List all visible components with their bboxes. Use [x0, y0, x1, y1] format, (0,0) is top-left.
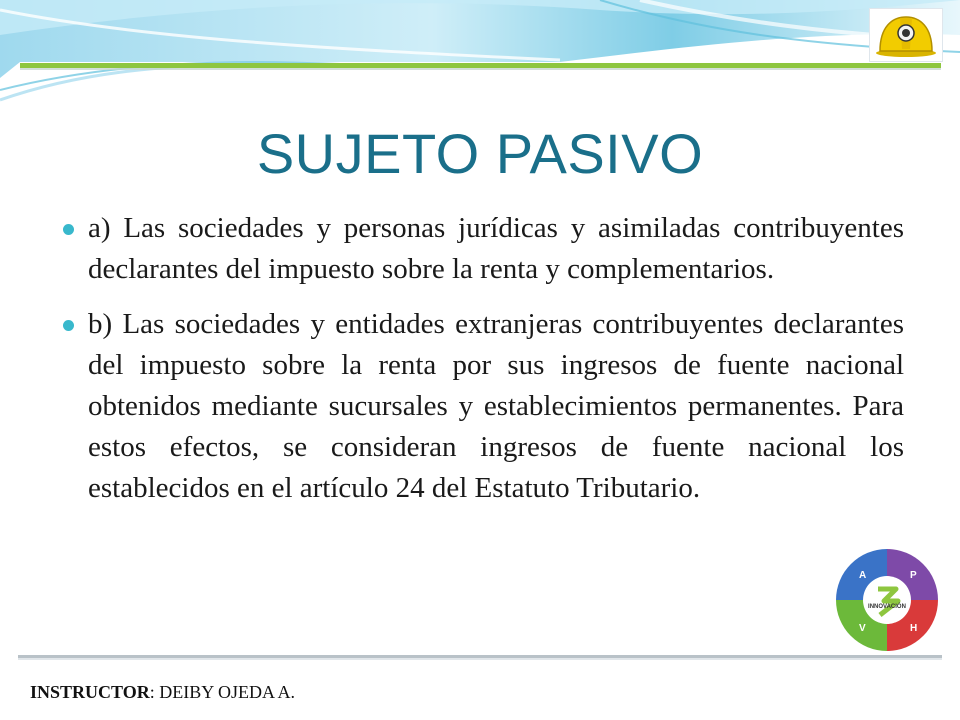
- phva-cycle-badge: [832, 545, 942, 655]
- bullet-icon: [63, 224, 74, 235]
- badge-letter: H: [910, 623, 918, 634]
- badge-letter: A: [859, 570, 867, 581]
- bullet-list: [60, 208, 904, 523]
- helmet-logo: [869, 8, 943, 62]
- bullet-icon: [63, 320, 74, 331]
- bullet-item: [60, 304, 904, 509]
- footer-instructor: [30, 682, 295, 703]
- header-wave-decoration: [0, 0, 960, 110]
- footer-name: DEIBY OJEDA A.: [154, 682, 296, 702]
- badge-letter: V: [859, 623, 866, 634]
- footer-divider: [18, 655, 942, 660]
- badge-letter: P: [910, 570, 917, 581]
- footer-label: INSTRUCTOR: [30, 682, 150, 702]
- slide-title: SUJETO PASIVO: [256, 122, 704, 185]
- bullet-item: [60, 208, 904, 290]
- footer-separator: :: [149, 682, 155, 702]
- helmet-icon: [870, 9, 942, 61]
- bullet-text: a) Las sociedades y personas jurídicas y asimiladas contribuyentes declarantes del impuesto sobre la renta y complementarios.: [88, 212, 904, 285]
- bullet-text: b) Las sociedades y entidades extranjeras contribuyentes declarantes del impuesto sobre la renta por sus ingresos de fuente nacional obtenidos mediante sucursales y establecimientos permanentes. Para estos efectos, se consideran ingresos de fuente nacional los establecidos en el artículo 24 del Estatuto Tributario.: [88, 308, 904, 504]
- badge-center-text: INNOVACIÓN: [868, 604, 906, 610]
